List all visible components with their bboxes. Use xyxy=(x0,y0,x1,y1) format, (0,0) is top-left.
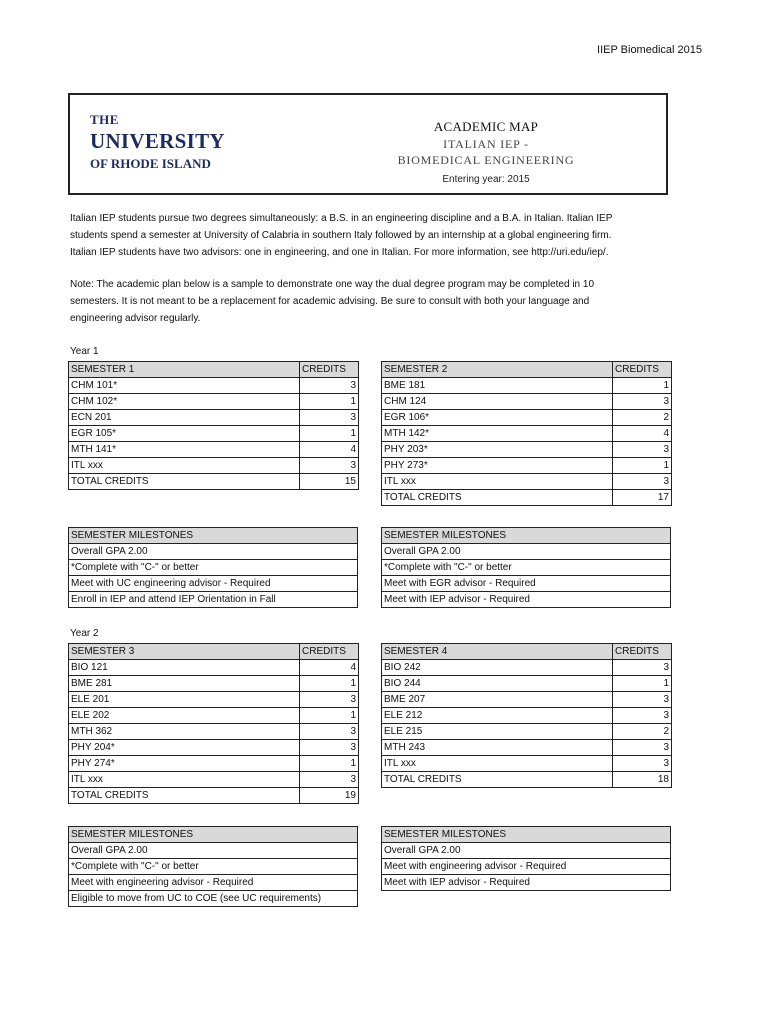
total-credits: 15 xyxy=(300,474,359,490)
course-name: PHY 274* xyxy=(69,756,300,772)
course-row xyxy=(382,458,672,474)
milestones-header: SEMESTER MILESTONES xyxy=(382,528,671,544)
course-name: BIO 121 xyxy=(69,660,300,676)
note-line-2: semesters. It is not meant to be a replacement for academic advising. Be sure to consult with both your language and xyxy=(70,296,590,307)
course-credits: 1 xyxy=(300,756,359,772)
course-name: PHY 204* xyxy=(69,740,300,756)
credits-header: CREDITS xyxy=(613,362,672,378)
milestone-row xyxy=(382,875,671,891)
course-name: ITL xxx xyxy=(382,474,613,490)
milestone-text: Overall GPA 2.00 xyxy=(382,843,671,859)
course-credits: 4 xyxy=(613,426,672,442)
milestone-text: *Complete with "C-" or better xyxy=(69,560,358,576)
semester-title: SEMESTER 3 xyxy=(69,644,300,660)
course-name: ITL xxx xyxy=(382,756,613,772)
milestone-text: Overall GPA 2.00 xyxy=(382,544,671,560)
note-paragraph xyxy=(70,276,680,327)
course-credits: 3 xyxy=(613,660,672,676)
course-row xyxy=(382,740,672,756)
milestone-row xyxy=(382,560,671,576)
milestones-header-row xyxy=(382,827,671,843)
course-name: ELE 201 xyxy=(69,692,300,708)
course-row xyxy=(69,410,359,426)
course-credits: 1 xyxy=(300,426,359,442)
course-credits: 1 xyxy=(613,378,672,394)
semester-title: SEMESTER 4 xyxy=(382,644,613,660)
course-credits: 1 xyxy=(613,458,672,474)
page-title: ACADEMIC MAP xyxy=(433,119,539,134)
milestone-row xyxy=(382,592,671,608)
milestone-text: Meet with engineering advisor - Required xyxy=(382,859,671,875)
table-header-row xyxy=(382,644,672,660)
course-row xyxy=(69,676,359,692)
course-credits: 3 xyxy=(613,708,672,724)
course-row xyxy=(382,724,672,740)
milestone-row xyxy=(69,544,358,560)
milestone-row xyxy=(382,843,671,859)
course-name: CHM 101* xyxy=(69,378,300,394)
course-credits: 3 xyxy=(300,692,359,708)
course-row xyxy=(382,426,672,442)
course-name: CHM 102* xyxy=(69,394,300,410)
semester-title: SEMESTER 2 xyxy=(382,362,613,378)
course-name: EGR 105* xyxy=(69,426,300,442)
course-credits: 3 xyxy=(613,474,672,490)
course-name: BIO 242 xyxy=(382,660,613,676)
milestone-row xyxy=(69,891,358,907)
milestone-text: Meet with IEP advisor - Required xyxy=(382,592,671,608)
course-row xyxy=(382,676,672,692)
course-name: BIO 244 xyxy=(382,676,613,692)
logo-of-rhode-island: OF RHODE ISLAND xyxy=(90,156,211,171)
milestones-header-row xyxy=(69,528,358,544)
course-row xyxy=(382,474,672,490)
course-credits: 1 xyxy=(613,676,672,692)
total-credits: 18 xyxy=(613,772,672,788)
logo-university: UNIVERSITY xyxy=(90,129,225,153)
course-name: ECN 201 xyxy=(69,410,300,426)
course-row xyxy=(382,378,672,394)
course-credits: 3 xyxy=(300,724,359,740)
credits-header: CREDITS xyxy=(613,644,672,660)
semester-2-table xyxy=(381,361,672,506)
course-row xyxy=(382,442,672,458)
table-header-row xyxy=(69,362,359,378)
course-name: MTH 142* xyxy=(382,426,613,442)
course-credits: 3 xyxy=(300,772,359,788)
total-row xyxy=(69,474,359,490)
course-name: ITL xxx xyxy=(69,458,300,474)
milestone-text: Meet with EGR advisor - Required xyxy=(382,576,671,592)
course-row xyxy=(69,724,359,740)
entering-year: Entering year: 2015 xyxy=(442,174,530,185)
intro-line-3: Italian IEP students have two advisors: one in engineering, and one in Italian. For more information, see http://uri.edu/iep/. xyxy=(70,247,609,258)
milestone-text: Enroll in IEP and attend IEP Orientation in Fall xyxy=(69,592,358,608)
course-row xyxy=(69,378,359,394)
course-row xyxy=(69,426,359,442)
semester-3-table xyxy=(68,643,359,804)
uri-logo xyxy=(90,113,225,170)
total-label: TOTAL CREDITS xyxy=(382,772,613,788)
course-row xyxy=(69,772,359,788)
milestones-header: SEMESTER MILESTONES xyxy=(69,827,358,843)
milestone-text: Eligible to move from UC to COE (see UC requirements) xyxy=(69,891,358,907)
course-credits: 3 xyxy=(613,442,672,458)
course-row xyxy=(382,708,672,724)
milestone-row xyxy=(382,544,671,560)
semester-title: SEMESTER 1 xyxy=(69,362,300,378)
course-credits: 3 xyxy=(613,692,672,708)
milestones-header-row xyxy=(382,528,671,544)
course-row xyxy=(382,394,672,410)
course-credits: 3 xyxy=(613,740,672,756)
course-row xyxy=(69,660,359,676)
course-credits: 1 xyxy=(300,394,359,410)
intro-paragraph xyxy=(70,210,680,261)
course-credits: 3 xyxy=(300,458,359,474)
course-credits: 3 xyxy=(300,740,359,756)
credits-header: CREDITS xyxy=(300,362,359,378)
course-name: BME 281 xyxy=(69,676,300,692)
milestone-row xyxy=(382,576,671,592)
milestones-header: SEMESTER MILESTONES xyxy=(69,528,358,544)
milestones-header-row xyxy=(69,827,358,843)
logo-the: THE xyxy=(90,112,119,127)
course-name: MTH 243 xyxy=(382,740,613,756)
semester-4-table xyxy=(381,643,672,788)
course-row xyxy=(382,692,672,708)
year-2-label: Year 2 xyxy=(70,628,99,639)
course-credits: 1 xyxy=(300,708,359,724)
course-name: MTH 141* xyxy=(69,442,300,458)
course-name: BME 181 xyxy=(382,378,613,394)
milestone-text: Overall GPA 2.00 xyxy=(69,544,358,560)
total-row xyxy=(382,772,672,788)
total-row xyxy=(69,788,359,804)
course-row xyxy=(382,756,672,772)
semester-1-table xyxy=(68,361,359,490)
table-header-row xyxy=(69,644,359,660)
course-row xyxy=(69,692,359,708)
milestone-row xyxy=(69,576,358,592)
milestone-row xyxy=(69,843,358,859)
course-name: ELE 212 xyxy=(382,708,613,724)
course-name: ITL xxx xyxy=(69,772,300,788)
milestone-row xyxy=(69,592,358,608)
milestone-row xyxy=(69,875,358,891)
course-credits: 3 xyxy=(300,378,359,394)
year-1-label: Year 1 xyxy=(70,346,99,357)
milestone-row xyxy=(69,560,358,576)
milestone-text: Meet with IEP advisor - Required xyxy=(382,875,671,891)
course-credits: 2 xyxy=(613,724,672,740)
milestone-text: *Complete with "C-" or better xyxy=(382,560,671,576)
course-name: MTH 362 xyxy=(69,724,300,740)
course-row xyxy=(69,458,359,474)
course-credits: 3 xyxy=(613,756,672,772)
page-subtitle-2: BIOMEDICAL ENGINEERING xyxy=(397,153,575,167)
course-name: ELE 215 xyxy=(382,724,613,740)
course-name: PHY 203* xyxy=(382,442,613,458)
credits-header: CREDITS xyxy=(300,644,359,660)
course-name: PHY 273* xyxy=(382,458,613,474)
milestone-row xyxy=(382,859,671,875)
note-line-3: engineering advisor regularly. xyxy=(70,313,201,324)
intro-line-1: Italian IEP students pursue two degrees simultaneously: a B.S. in an engineering discipline and a B.A. in Italian. Italian IEP xyxy=(70,213,613,224)
course-row xyxy=(69,708,359,724)
milestone-row xyxy=(69,859,358,875)
milestone-text: *Complete with "C-" or better xyxy=(69,859,358,875)
course-row xyxy=(69,442,359,458)
milestone-text: Meet with UC engineering advisor - Required xyxy=(69,576,358,592)
semester-3-milestones xyxy=(68,826,358,907)
milestone-text: Overall GPA 2.00 xyxy=(69,843,358,859)
course-credits: 4 xyxy=(300,660,359,676)
course-row xyxy=(382,660,672,676)
course-row xyxy=(69,394,359,410)
page-subtitle-1: ITALIAN IEP - xyxy=(443,137,529,151)
milestone-text: Meet with engineering advisor - Required xyxy=(69,875,358,891)
course-row xyxy=(69,756,359,772)
note-line-1: Note: The academic plan below is a sample to demonstrate one way the dual degree program may be completed in 10 xyxy=(70,279,595,290)
semester-1-milestones xyxy=(68,527,358,608)
course-row xyxy=(69,740,359,756)
intro-line-2: students spend a semester at University of Calabria in southern Italy followed by an internship at a global engineering firm. xyxy=(70,230,612,241)
table-header-row xyxy=(382,362,672,378)
course-credits: 2 xyxy=(613,410,672,426)
total-label: TOTAL CREDITS xyxy=(69,474,300,490)
course-name: EGR 106* xyxy=(382,410,613,426)
semester-4-milestones xyxy=(381,826,671,891)
header-box xyxy=(68,93,668,195)
semester-2-milestones xyxy=(381,527,671,608)
total-label: TOTAL CREDITS xyxy=(69,788,300,804)
course-name: ELE 202 xyxy=(69,708,300,724)
course-credits: 3 xyxy=(613,394,672,410)
milestones-header: SEMESTER MILESTONES xyxy=(382,827,671,843)
course-row xyxy=(382,410,672,426)
course-credits: 3 xyxy=(300,410,359,426)
total-credits: 19 xyxy=(300,788,359,804)
document-label: IIEP Biomedical 2015 xyxy=(597,44,702,56)
total-row xyxy=(382,490,672,506)
course-credits: 1 xyxy=(300,676,359,692)
total-label: TOTAL CREDITS xyxy=(382,490,613,506)
course-credits: 4 xyxy=(300,442,359,458)
course-name: BME 207 xyxy=(382,692,613,708)
course-name: CHM 124 xyxy=(382,394,613,410)
total-credits: 17 xyxy=(613,490,672,506)
title-block xyxy=(376,119,596,185)
